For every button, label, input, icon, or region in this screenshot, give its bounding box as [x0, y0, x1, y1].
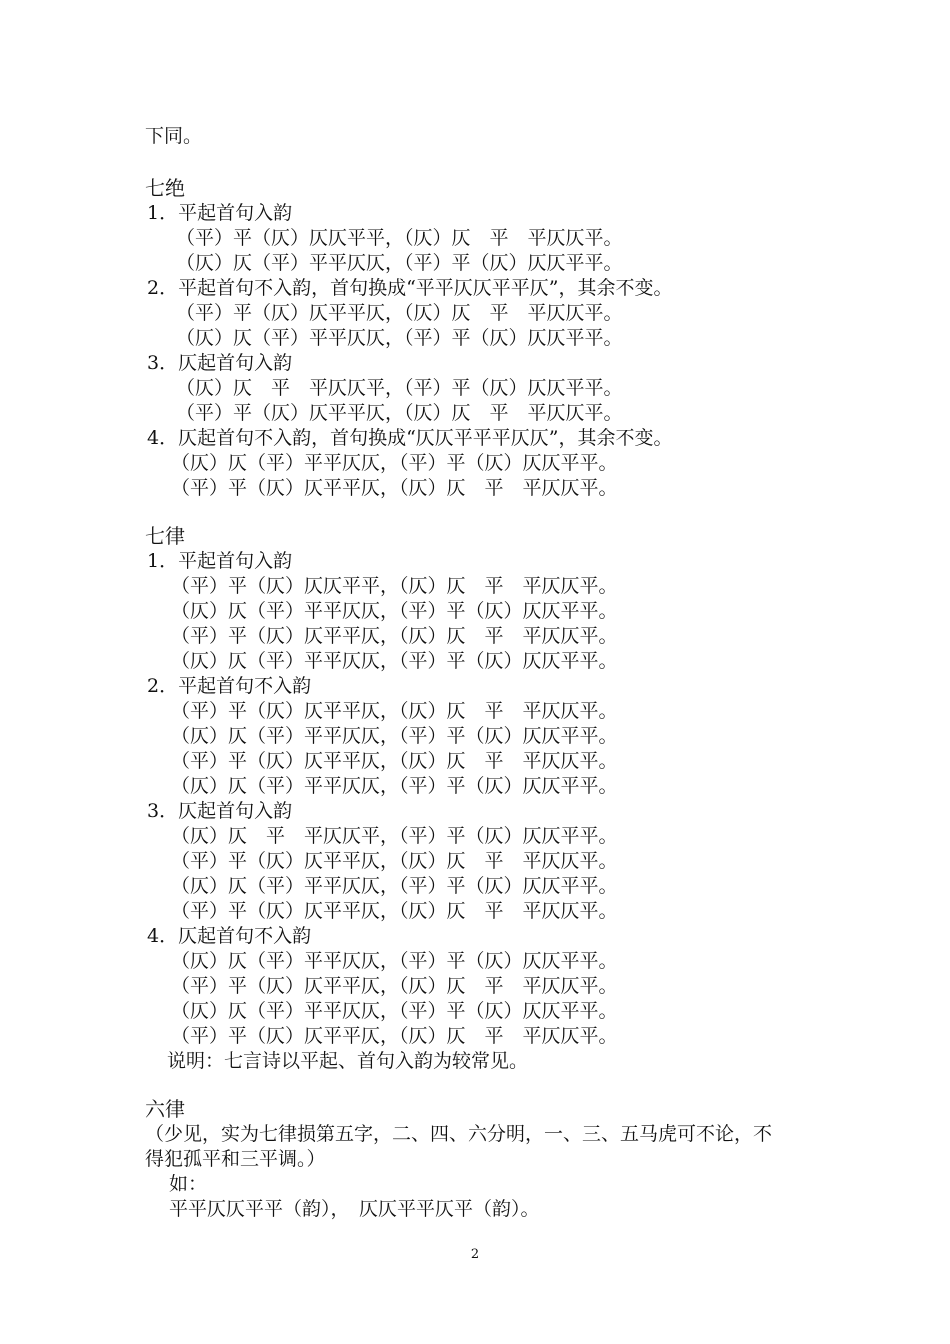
- qilv-s2-line3: （平）平（仄）仄平平仄，（仄）仄 平 平仄仄平。: [171, 750, 618, 772]
- liulv-ru: 如：: [169, 1173, 208, 1195]
- qilv-s1-line2: （仄）仄（平）平平仄仄，（平）平（仄）仄仄平平。: [171, 600, 618, 622]
- qijue-s1-line1: （平）平（仄）仄仄平平，（仄）仄 平 平仄仄平。: [176, 227, 623, 249]
- qilv-s4-line2: （平）平（仄）仄平平仄，（仄）仄 平 平仄仄平。: [171, 975, 618, 997]
- qilv-s3-line4: （平）平（仄）仄平平仄，（仄）仄 平 平仄仄平。: [171, 900, 618, 922]
- qilv-s4-title: 4．仄起首句不入韵: [147, 925, 312, 947]
- heading-qilv: 七律: [145, 524, 185, 548]
- qilv-s2-line1: （平）平（仄）仄平平仄，（仄）仄 平 平仄仄平。: [171, 700, 618, 722]
- qilv-s1-line3: （平）平（仄）仄平平仄，（仄）仄 平 平仄仄平。: [171, 625, 618, 647]
- qilv-note: 说明：七言诗以平起、首句入韵为较常见。: [167, 1050, 529, 1072]
- heading-liulv: 六律: [145, 1097, 185, 1121]
- qijue-s4-title: 4．仄起首句不入韵，首句换成“仄仄平平平仄仄”，其余不变。: [147, 427, 673, 449]
- qijue-s2-line1: （平）平（仄）仄平平仄，（仄）仄 平 平仄仄平。: [176, 302, 623, 324]
- qilv-s4-line3: （仄）仄（平）平平仄仄，（平）平（仄）仄仄平平。: [171, 1000, 618, 1022]
- qijue-s3-line1: （仄）仄 平 平仄仄平，（平）平（仄）仄仄平平。: [176, 377, 623, 399]
- qilv-s2-title: 2．平起首句不入韵: [147, 675, 312, 697]
- qijue-s2-title: 2．平起首句不入韵，首句换成“平平仄仄平平仄”，其余不变。: [147, 277, 673, 299]
- qijue-s3-line2: （平）平（仄）仄平平仄，（仄）仄 平 平仄仄平。: [176, 402, 623, 424]
- liulv-example: 平平仄仄平平（韵）， 仄仄平平仄平（韵）。: [169, 1198, 540, 1220]
- intro-text: 下同。: [145, 125, 203, 147]
- qijue-s1-line2: （仄）仄（平）平平仄仄，（平）平（仄）仄仄平平。: [176, 252, 623, 274]
- qilv-s4-line4: （平）平（仄）仄平平仄，（仄）仄 平 平仄仄平。: [171, 1025, 618, 1047]
- qilv-s3-line3: （仄）仄（平）平平仄仄，（平）平（仄）仄仄平平。: [171, 875, 618, 897]
- qilv-s1-line4: （仄）仄（平）平平仄仄，（平）平（仄）仄仄平平。: [171, 650, 618, 672]
- page-number: 2: [470, 1247, 480, 1262]
- qilv-s3-line1: （仄）仄 平 平仄仄平，（平）平（仄）仄仄平平。: [171, 825, 618, 847]
- qilv-s3-title: 3．仄起首句入韵: [147, 800, 293, 822]
- qijue-s3-title: 3．仄起首句入韵: [147, 352, 293, 374]
- qilv-s1-title: 1．平起首句入韵: [147, 550, 293, 572]
- qilv-s3-line2: （平）平（仄）仄平平仄，（仄）仄 平 平仄仄平。: [171, 850, 618, 872]
- qilv-s4-line1: （仄）仄（平）平平仄仄，（平）平（仄）仄仄平平。: [171, 950, 618, 972]
- qilv-s2-line2: （仄）仄（平）平平仄仄，（平）平（仄）仄仄平平。: [171, 725, 618, 747]
- qijue-s4-line1: （仄）仄（平）平平仄仄，（平）平（仄）仄仄平平。: [171, 452, 618, 474]
- liulv-desc-line2: 得犯孤平和三平调。）: [145, 1148, 326, 1170]
- heading-qijue: 七绝: [145, 176, 185, 200]
- qijue-s1-title: 1．平起首句入韵: [147, 202, 293, 224]
- liulv-desc-line1: （少见，实为七律损第五字，二、四、六分明，一、三、五马虎可不论，不: [145, 1123, 773, 1145]
- qijue-s4-line2: （平）平（仄）仄平平仄，（仄）仄 平 平仄仄平。: [171, 477, 618, 499]
- qilv-s2-line4: （仄）仄（平）平平仄仄，（平）平（仄）仄仄平平。: [171, 775, 618, 797]
- qijue-s2-line2: （仄）仄（平）平平仄仄，（平）平（仄）仄仄平平。: [176, 327, 623, 349]
- qilv-s1-line1: （平）平（仄）仄仄平平，（仄）仄 平 平仄仄平。: [171, 575, 618, 597]
